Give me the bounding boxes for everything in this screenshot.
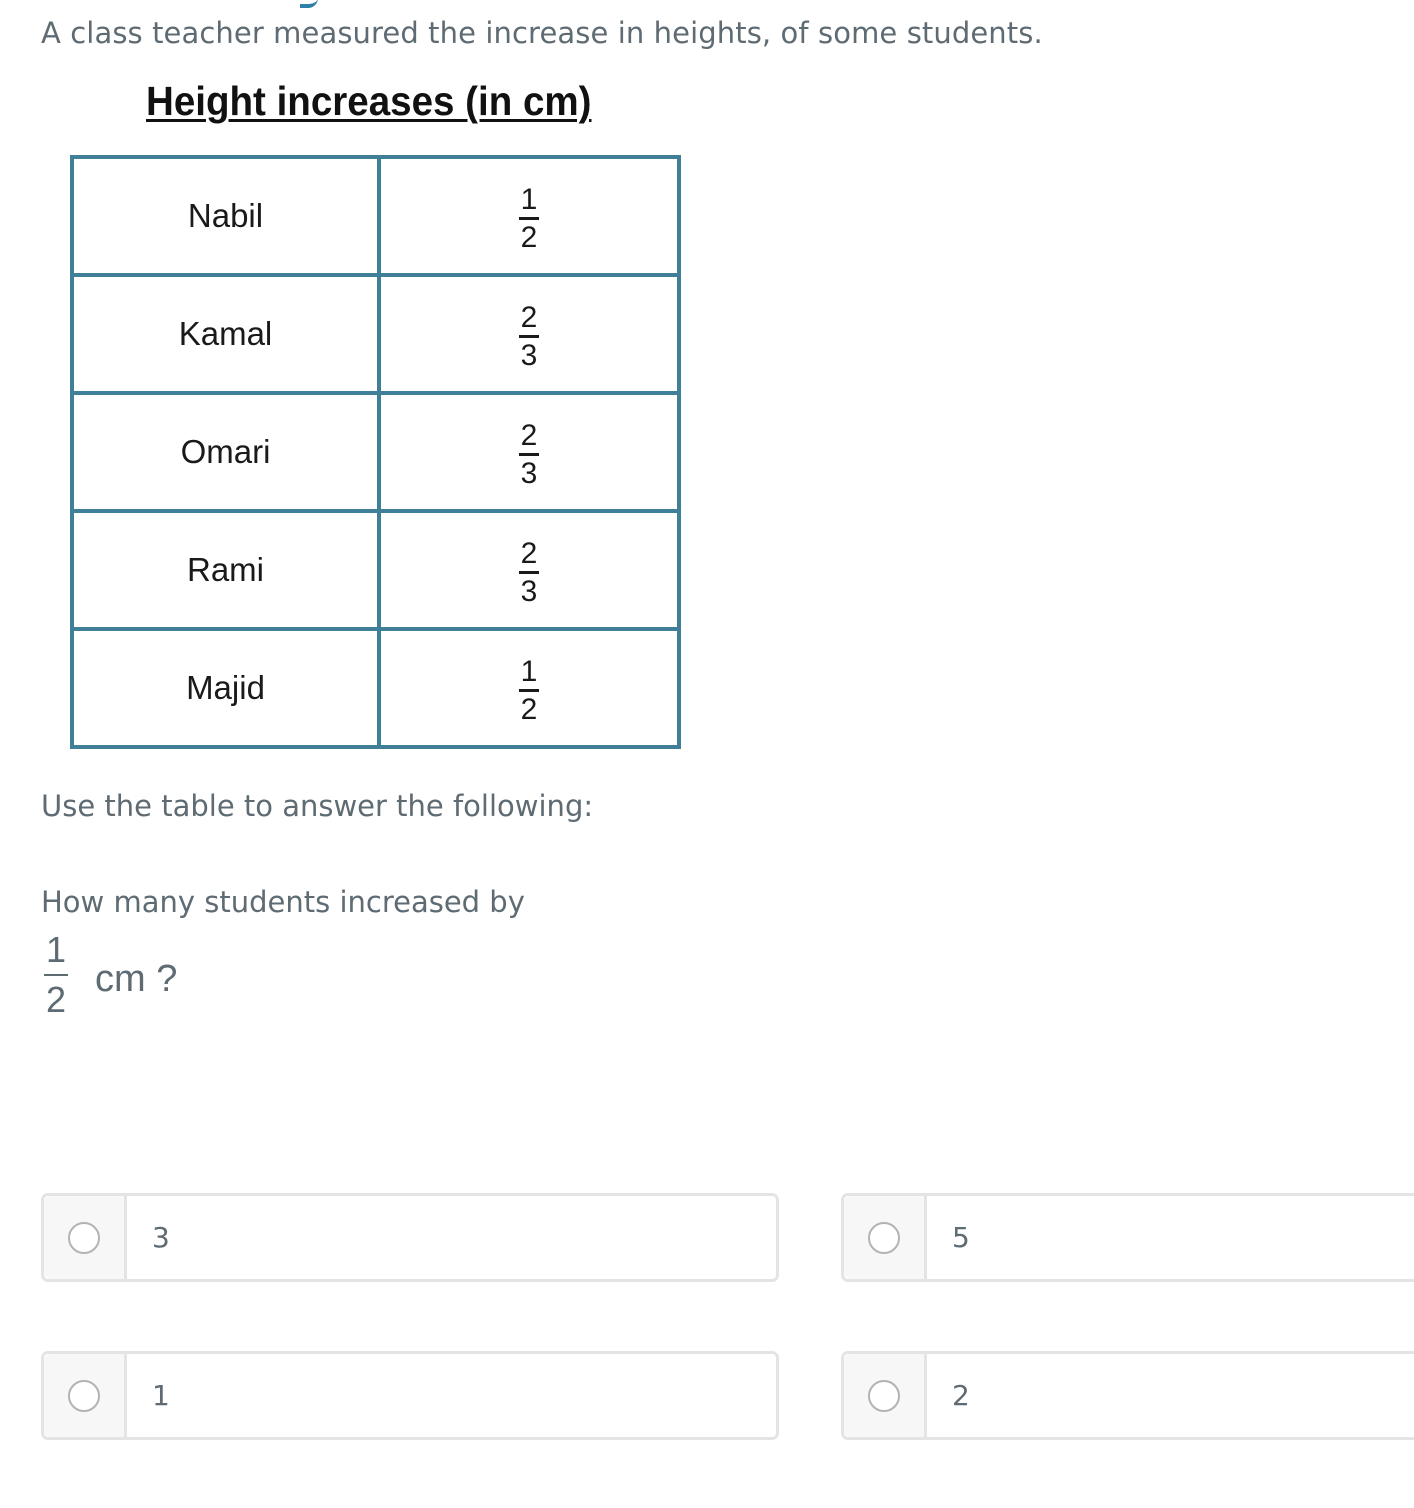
fraction	[519, 657, 540, 725]
instruction-text: Use the table to answer the following:	[41, 789, 594, 823]
fraction-numerator: 2	[520, 301, 538, 334]
table-row	[72, 275, 679, 393]
radio-button-icon[interactable]	[68, 1380, 100, 1412]
table-row	[72, 393, 679, 511]
table-row	[72, 157, 679, 275]
fraction-numerator: 1	[520, 655, 538, 688]
fraction-denominator: 2	[519, 689, 540, 725]
radio-button-icon[interactable]	[68, 1222, 100, 1254]
fraction	[519, 421, 540, 489]
header-accent-mark	[300, 0, 318, 8]
radio-container[interactable]	[44, 1354, 127, 1437]
question-unit: cm ?	[95, 958, 178, 1000]
fraction-numerator: 2	[520, 537, 538, 570]
fraction-numerator: 1	[46, 929, 67, 970]
fraction-denominator: 3	[519, 571, 540, 607]
increase-cell	[379, 275, 679, 393]
answer-option-d[interactable]	[841, 1351, 1414, 1440]
fraction-numerator: 2	[520, 419, 538, 452]
increase-cell	[379, 157, 679, 275]
student-name-cell: Majid	[72, 629, 379, 747]
radio-button-icon[interactable]	[868, 1222, 900, 1254]
radio-container[interactable]	[844, 1354, 927, 1437]
radio-container[interactable]	[844, 1196, 927, 1279]
radio-container[interactable]	[44, 1196, 127, 1279]
fraction-denominator: 2	[44, 974, 68, 1018]
table-row	[72, 629, 679, 747]
fraction	[519, 185, 540, 253]
option-label[interactable]: 2	[952, 1379, 970, 1412]
fraction-denominator: 2	[519, 217, 540, 253]
answer-option-c[interactable]	[41, 1351, 779, 1440]
height-increase-table	[70, 155, 681, 749]
radio-button-icon[interactable]	[868, 1380, 900, 1412]
student-name-cell: Omari	[72, 393, 379, 511]
question-prompt: How many students increased by	[41, 885, 525, 919]
fraction-denominator: 3	[519, 335, 540, 371]
table-title: Height increases (in cm)	[146, 78, 592, 124]
increase-cell	[379, 511, 679, 629]
fraction-denominator: 3	[519, 453, 540, 489]
option-label[interactable]: 3	[152, 1221, 170, 1254]
table-row	[72, 511, 679, 629]
fraction	[519, 303, 540, 371]
answer-option-b[interactable]	[841, 1193, 1414, 1282]
increase-cell	[379, 393, 679, 511]
student-name-cell: Kamal	[72, 275, 379, 393]
increase-cell	[379, 629, 679, 747]
question-intro: A class teacher measured the increase in heights, of some students.	[41, 16, 1043, 50]
fraction-numerator: 1	[520, 183, 538, 216]
option-label[interactable]: 5	[952, 1221, 970, 1254]
question-fraction	[44, 929, 68, 1020]
answer-option-a[interactable]	[41, 1193, 779, 1282]
option-label[interactable]: 1	[152, 1379, 170, 1412]
student-name-cell: Nabil	[72, 157, 379, 275]
student-name-cell: Rami	[72, 511, 379, 629]
fraction	[519, 539, 540, 607]
